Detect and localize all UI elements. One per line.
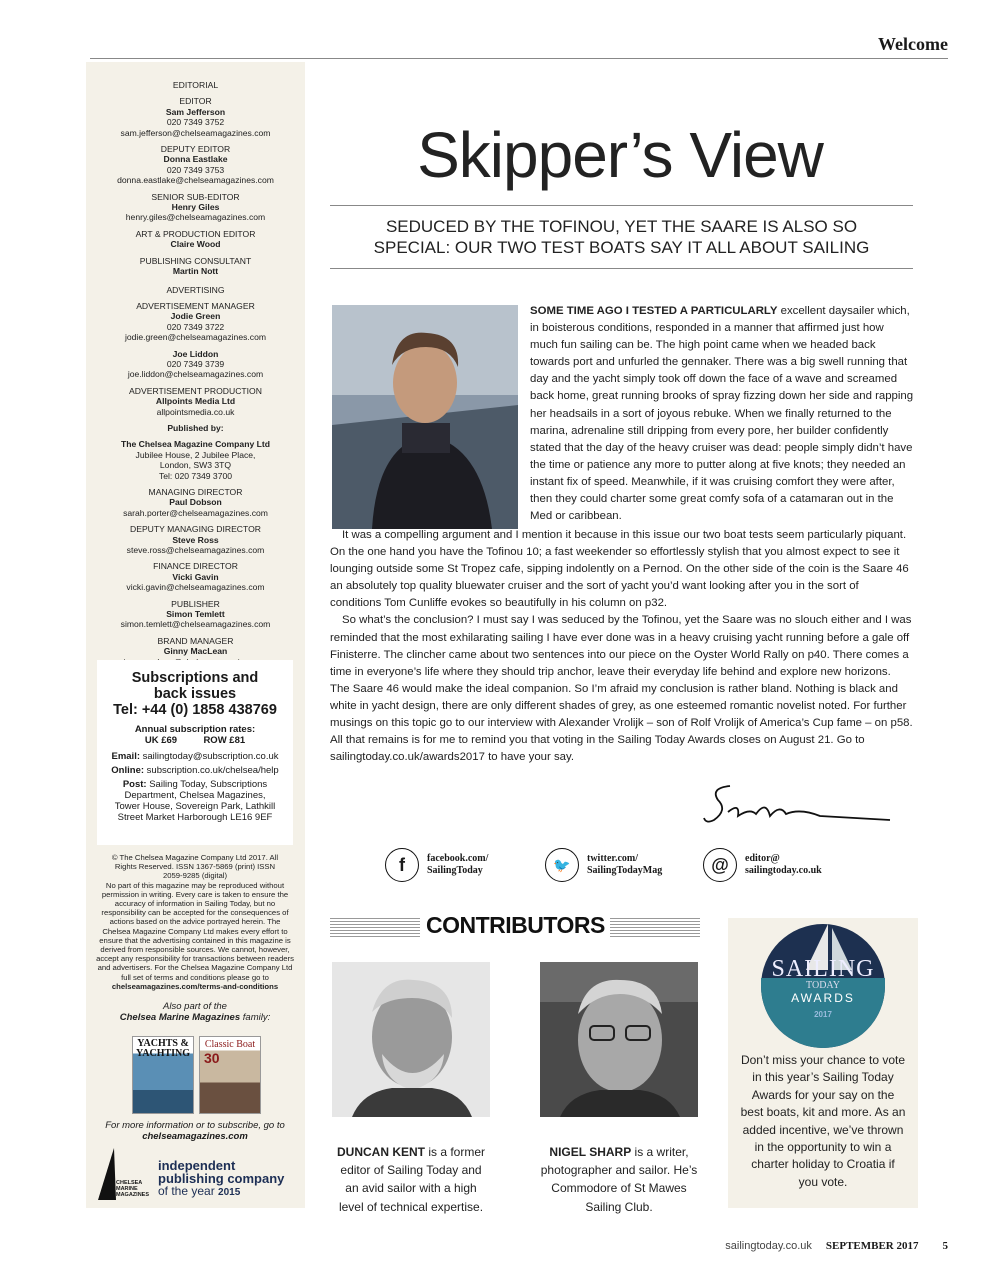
credit-entry [86, 96, 305, 138]
credit-role: DEPUTY EDITOR [160, 144, 231, 155]
credit-detail[interactable]: donna.eastlake@chelseamagazines.com [117, 175, 274, 186]
award-line-1: independent [158, 1158, 236, 1173]
credit-detail[interactable]: steve.ross@chelseamagazines.com [126, 545, 265, 556]
cover-classic-boat [199, 1036, 261, 1114]
credit-name: Martin Nott [172, 266, 219, 277]
twitter-link[interactable] [545, 848, 662, 882]
subscriptions-box [97, 660, 293, 845]
facebook-link[interactable] [385, 848, 488, 882]
awards-logo-1: SAILING [771, 956, 875, 982]
cover-yachts-yachting [132, 1036, 194, 1114]
credit-detail: allpointsmedia.co.uk [156, 406, 235, 417]
contributors-label: CONTRIBUTORS [426, 912, 605, 938]
contributor-1-bio: is a former editor of Sailing Today and an avid sailor with a high level of technical expertise. [338, 1145, 485, 1214]
advertising-label: ADVERTISING [166, 284, 225, 295]
credit-entry [86, 349, 305, 380]
cover-1-title: YACHTS & YACHTING [135, 1038, 191, 1059]
credit-role: MANAGING DIRECTOR [148, 487, 243, 497]
credit-detail: 020 7349 3739 [166, 358, 225, 369]
twitter-line-1: twitter.com/ [587, 853, 638, 864]
footer-issue: SEPTEMBER 2017 [825, 1240, 919, 1252]
subs-email[interactable]: sailingtoday@subscription.co.uk [142, 751, 279, 762]
hatch-right [610, 917, 700, 937]
credit-name: Allpoints Media Ltd [155, 396, 236, 407]
awards-year: 2017 [814, 1010, 832, 1019]
facebook-line-1: facebook.com/ [427, 853, 489, 864]
credit-entry [86, 423, 305, 433]
credit-entry [86, 487, 305, 518]
credit-entry [86, 561, 305, 592]
article-col-top [530, 303, 914, 525]
more-info-link[interactable]: chelseamagazines.com [142, 1131, 248, 1142]
subs-title-2: back issues [153, 686, 237, 702]
award-line-2: publishing company [158, 1171, 285, 1186]
email-line-2: sailingtoday.co.uk [745, 865, 822, 876]
twitter-icon: 🐦 [545, 848, 579, 882]
chelsea-marine-text: CHELSEA MARINE MAGAZINES [116, 1180, 149, 1198]
terms-link[interactable]: chelseamagazines.com/terms-and-conditions [111, 981, 279, 991]
credit-role: ADVERTISEMENT MANAGER [136, 300, 255, 311]
awards-promo [728, 918, 918, 1208]
credit-name: Henry Giles [171, 202, 220, 213]
subs-online[interactable]: subscription.co.uk/chelsea/help [146, 765, 279, 776]
hatch-left [330, 917, 420, 937]
editorial-credits [86, 80, 305, 667]
article-lead: SOME TIME AGO I TESTED A PARTICULARLY [530, 305, 778, 317]
email-icon: @ [703, 848, 737, 882]
awards-logo-3: AWARDS [791, 991, 855, 1005]
title-rule-top [330, 205, 913, 206]
credit-entry [86, 192, 305, 223]
contributors-heading [330, 912, 700, 942]
publishing-award [158, 1160, 298, 1199]
credit-entry [86, 256, 305, 277]
contributor-1-name: DUNCAN KENT [336, 1145, 425, 1159]
award-line-3: of the year [158, 1184, 215, 1198]
more-info-text: For more information or to subscribe, go to [105, 1120, 285, 1131]
credit-entry [86, 301, 305, 343]
contributor-2-name: NIGEL SHARP [549, 1145, 632, 1159]
contributor-2-photo [540, 962, 698, 1117]
family-suffix: family: [240, 1012, 271, 1024]
credit-name: Steve Ross [172, 534, 219, 545]
duncan-kent-portrait [332, 962, 490, 1117]
credit-name: Joe Liddon [172, 348, 219, 359]
credit-detail[interactable]: henry.giles@chelseamagazines.com [125, 212, 266, 223]
credit-name: Ginny MacLean [163, 646, 228, 657]
credit-detail[interactable]: jodie.green@chelseamagazines.com [124, 332, 267, 343]
credit-detail: 020 7349 3753 [166, 164, 225, 175]
footer-site[interactable]: sailingtoday.co.uk [725, 1240, 812, 1252]
subs-post-label: Post: [122, 779, 147, 790]
credit-name: Donna Eastlake [163, 154, 228, 165]
credit-name: Paul Dobson [169, 497, 222, 508]
credit-name: Simon Temlett [166, 609, 225, 620]
page-footer [725, 1240, 948, 1252]
page-title: Skipper’s View [417, 119, 823, 191]
credit-detail: Jubilee House, 2 Jubilee Place, [135, 449, 256, 460]
family-name: Chelsea Marine Magazines [119, 1012, 241, 1024]
facebook-line-2: SailingToday [427, 865, 483, 876]
twitter-line-2: SailingTodayMag [587, 865, 663, 876]
article-para-2: It was a compelling argument and I mention it because in this issue our two boat tests seem particularly piquant. On the one hand you have the Tofinou 10; a fast weekender so effortlessly stylish that you almost expect to see it lounging outside some St Tropez cafe, sipping indolently on a Pernod. On the other side of the coin is the Saare 46 an absolutely top quality bluewater cruiser and the sort of yacht you’d want looking after you in the sort of conditions Tom Cunliffe evokes so beautifully in his column on p32. [330, 529, 909, 610]
credit-role: PUBLISHER [171, 598, 220, 609]
legal-notice [96, 853, 294, 1023]
credit-role: PUBLISHING CONSULTANT [139, 255, 252, 266]
subs-post: Sailing Today, Subscriptions Department, Chelsea Magazines, Tower House, Sovereign Park, Lathkill Street Market Harborough LE16 9EF [114, 779, 276, 823]
article-para-3: So what’s the conclusion? I must say I was seduced by the Tofinou, yet the Saare was no slouch either and I was reminded that the most exhilarating sailing I have ever done was in a heavy cruising yacht running before a gale off Finisterre. The clincher came about two sentences into our piece on the Oyster World Rally on p40. There comes a time in everyone’s life where they should trip anchor, leave their everyday life behind and explore new horizons. The Saare 46 would make the ideal companion. So I’m afraid my conclusion is rather bland. Nothing is black and white in yacht design, there are only different shades of grey, as one esteemed romantic novelist noted. For further musings on this topic go to our interview with Alexander Vrolijk – son of Rolf Vrolijk of America’s Cup fame – on p58. All that remains is for me to remind you that voting in the Sailing Today Awards closes on August 21. Go to sailingtoday.co.uk/awards2017 to have your say. [330, 614, 913, 764]
standfirst [330, 216, 913, 258]
credit-entry [86, 439, 305, 481]
section-label: Welcome [878, 34, 948, 54]
credit-entry [86, 524, 305, 555]
credit-name: Published by: [167, 422, 224, 433]
copyright: © The Chelsea Magazine Company Ltd 2017. All Rights Reserved. ISSN 1367-5869 (print) ISSN 2059-9285 (digital) [111, 853, 279, 881]
subs-title-1: Subscriptions and [131, 670, 259, 686]
chelsea-marine-logo [92, 1146, 152, 1202]
credit-detail[interactable]: simon.temlett@chelseamagazines.com [120, 619, 271, 630]
masthead-sidebar [86, 62, 305, 1208]
facebook-icon: f [385, 848, 419, 882]
subs-online-label: Online: [111, 765, 145, 776]
title-rule-bottom [330, 268, 913, 269]
standfirst-line-1: SEDUCED BY THE TOFINOU, YET THE SAARE IS ALSO SO [385, 217, 858, 236]
credit-detail[interactable]: sam.jefferson@chelseamagazines.com [120, 127, 271, 138]
article-para-1: excellent daysailer which, in boisterous conditions, responded in a manner that affirmed just how much fun sailing can be. The high point came when we headed back towards port and unfurled the gennaker. There was a big swell running that day and the yacht simply took off down the face of a wave and screamed back home, great running brooks of spray fizzing down her side and rapping her headsails in a sort of joyous rebuke. When we finally returned to the marina, adrenaline still dripping from every pore, her builder confidently stated that the day of the heavy cruiser was dead: people simply didn’t have the time or patience any more to putter along at five knots; they needed an instant fix of speed. Meanwhile, if it was cruising comfort they were after, then they could charter some great comfy sofa of a catamaran out in the Med or caribbean. [530, 305, 914, 523]
email-line-1: editor@ [745, 853, 780, 864]
credit-role: DEPUTY MANAGING DIRECTOR [130, 524, 261, 535]
cover-2-badge: 30 [204, 1050, 220, 1066]
credit-role: SENIOR SUB-EDITOR [151, 191, 240, 202]
nigel-sharp-portrait [540, 962, 698, 1117]
credit-name: The Chelsea Magazine Company Ltd [121, 439, 270, 450]
credit-name: Jodie Green [170, 311, 221, 322]
subs-rates-label: Annual subscription rates: [134, 724, 256, 735]
subs-rates: UK £69 ROW £81 [144, 735, 246, 746]
credit-detail[interactable]: vicki.gavin@chelseamagazines.com [126, 582, 265, 593]
credit-detail: 020 7349 3722 [166, 321, 225, 332]
also-part-of: Also part of the [163, 1001, 227, 1013]
credit-detail[interactable]: sarah.porter@chelseamagazines.com [123, 507, 268, 518]
credit-entry [86, 599, 305, 630]
subs-email-label: Email: [111, 751, 140, 762]
email-link[interactable] [703, 848, 822, 882]
credit-name: Vicki Gavin [172, 571, 219, 582]
credit-detail: 020 7349 3752 [166, 117, 225, 128]
credit-entry [86, 386, 305, 417]
contributor-1-caption [335, 1143, 487, 1216]
social-links [385, 848, 925, 888]
credit-detail: London, SW3 3TQ [159, 460, 232, 471]
contributor-2-bio: is a writer, photographer and sailor. He’s Commodore of St Mawes Sailing Club. [540, 1145, 698, 1214]
cover-2-title: Classic Boat [204, 1039, 256, 1050]
award-year: 2015 [218, 1187, 241, 1198]
legal-text: No part of this magazine may be reproduced without permission in writing. Every care is taken to ensure the accuracy of information in Sailing Today, but no responsibility can be accepted for the consequences of actions based on the advice portrayed herein. The Chelsea Magazine Company Ltd makes every effort to ensure that the advertising contained in this magazine is derived from responsible sources. We cannot, however, accept any responsibility for transactions between readers and advertisers. For the Chelsea Magazine Company Ltd full set of terms and conditions please go to [96, 880, 294, 982]
header-rule [90, 58, 948, 59]
signature-image [700, 778, 900, 828]
credit-role: ADVERTISEMENT PRODUCTION [129, 385, 262, 396]
credit-detail: Tel: 020 7349 3700 [158, 470, 233, 481]
page-number: 5 [942, 1240, 948, 1252]
credit-role: ART & PRODUCTION EDITOR [135, 228, 256, 239]
awards-logo-2: TODAY [806, 980, 840, 991]
credit-detail[interactable]: joe.liddon@chelseamagazines.com [127, 369, 264, 380]
editor-photo [332, 305, 518, 529]
standfirst-line-2: SPECIAL: OUR TWO TEST BOATS SAY IT ALL ABOUT SAILING [373, 238, 870, 257]
article-col-bottom [330, 527, 913, 766]
credit-entry [86, 229, 305, 250]
awards-text: Don’t miss your chance to vote in this year’s Sailing Today Awards for your say on the best boats, kit and more. As an added incentive, we’ve thrown in the opportunity to win a charter holiday to Croatia if you vote. [740, 1053, 906, 1189]
credit-name: Sam Jefferson [165, 106, 226, 117]
editorial-label: EDITORIAL [172, 80, 219, 90]
editor-portrait-image [332, 305, 518, 529]
editor-signature [700, 778, 900, 828]
credit-name: Claire Wood [170, 239, 221, 250]
subs-tel: Tel: +44 (0) 1858 438769 [113, 702, 277, 718]
more-info [96, 1120, 294, 1142]
contributor-2-caption [540, 1143, 698, 1216]
credit-entry [86, 144, 305, 186]
contributor-1-photo [332, 962, 490, 1117]
credit-role: BRAND MANAGER [157, 635, 234, 646]
credit-role: FINANCE DIRECTOR [153, 561, 238, 572]
credit-role: EDITOR [179, 96, 212, 107]
